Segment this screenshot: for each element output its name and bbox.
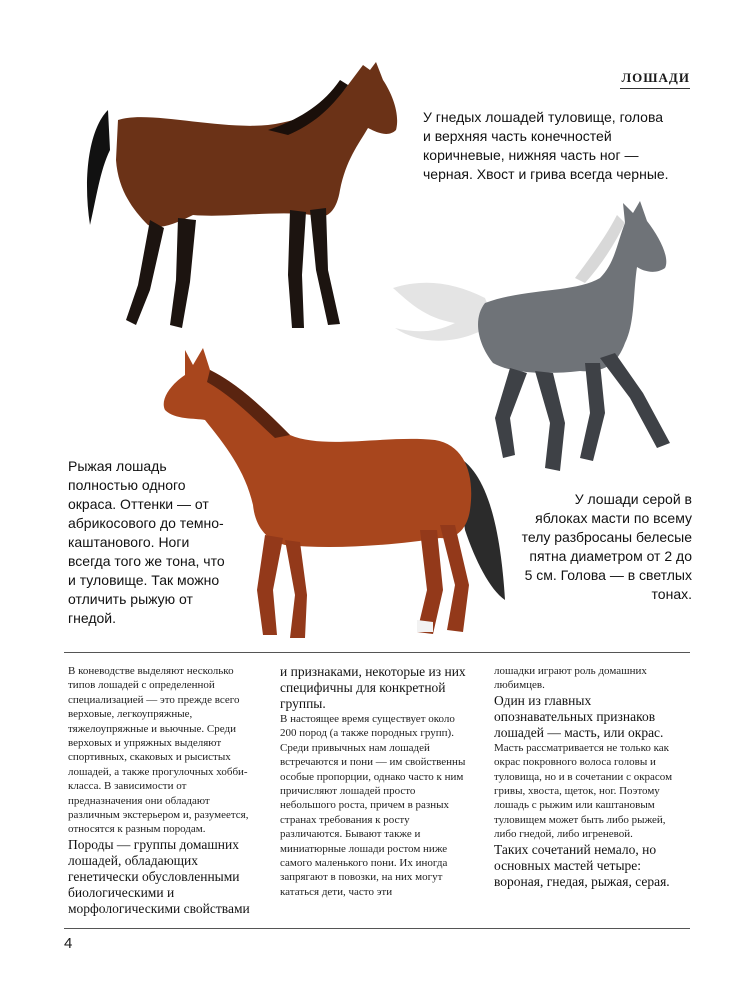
- body-paragraph: В настоящее время существует около 200 пород (а также породных групп). Среди привычных нам лошадей встречаются и пони — им свойственны особые пропорции, однако часто к ним причисляют лошадей просто небольшого роста, причем в разных странах требования к росту различаются. Бывают также и миниатюрные лошади ростом ниже самого маленького пони. Их иногда запрягают в повозки, на них могут кататься дети, часто эти: [280, 713, 466, 898]
- bay-horse-illustration: [78, 50, 408, 350]
- body-column-3: [494, 664, 686, 926]
- body-column-2: [280, 664, 472, 926]
- body-highlight: Таких сочетаний немало, но основных мастей четыре: вороная, гнедая, рыжая, серая.: [494, 841, 670, 889]
- body-paragraph: лошадки играют роль домашних любимцев.: [494, 665, 647, 692]
- caption-grey-horse: У лошади серой в яблоках масти по всему телу разбросаны белесые пятна диаметром от 2 до 5 см. Голова — в светлых тонах.: [521, 491, 692, 602]
- body-paragraph: Масть рассматривается не только как окрас покровного волоса головы и туловища, но и в сочетании с окрасом гривы, хвоста, щеток, ног. Поэтому лошадь с рыжим или каштановым туловищем может быть либо рыжей, либо гнедой, либо игреневой.: [494, 741, 673, 841]
- body-column-1: [68, 664, 260, 926]
- body-paragraph: В коневодстве выделяют несколько типов лошадей с определенной специализацией — это прежде всего верховые, легкоупряжные, тяжелоупряжные и вьючные. Среди верховых и упряжных выделяют спортивных, скаковых и рысистых лошадей, а также прогулочных хобби-класса. В зависимости от предназначения они обладают различным экстерьером и, разумеется, относятся к разным породам.: [68, 665, 249, 836]
- caption-bay-horse: У гнедых лошадей туловище, голова и верхняя часть конечностей коричневые, нижняя часть ног — черная. Хвост и грива всегда черные.: [423, 109, 669, 182]
- page-number: 4: [64, 935, 73, 952]
- divider-bottom: [64, 928, 690, 929]
- divider-top: [64, 652, 690, 653]
- section-title: ЛОШАДИ: [621, 70, 690, 85]
- body-text: [68, 664, 688, 926]
- body-highlight: и признаками, некоторые из них специфичны для конкретной группы.: [280, 664, 466, 711]
- body-highlight: Один из главных опознавательных признаков лошадей — масть, или окрас.: [494, 692, 664, 740]
- body-highlight: Породы — группы домашних лошадей, обладающих генетически обусловленными биологическими и морфологическими свойствами: [68, 836, 250, 916]
- caption-chestnut-horse: Рыжая лошадь полностью одного окраса. Оттенки — от абрикосового до темно-каштанового. Ноги всегда того же тона, что и туловище. Так можно отличить рыжую от гнедой.: [68, 458, 225, 626]
- section-title-rule: [620, 88, 690, 89]
